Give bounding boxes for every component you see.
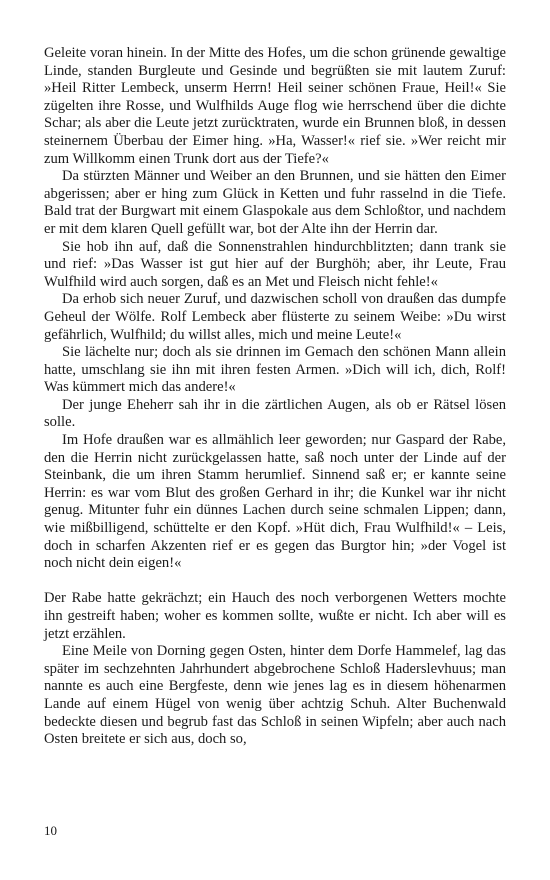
paragraph: Sie hob ihn auf, daß die Sonnenstrahlen hindurchblitzten; dann trank sie und rief: »Das Wasser ist gut hier auf der Burghöh; aber, ihr Leute, Frau Wulfhild wird auch sorgen, daß es an Met und Fleisch nicht fehle!« xyxy=(44,238,506,290)
body-text xyxy=(44,45,506,749)
paragraph: Da stürzten Männer und Weiber an den Brunnen, und sie hätten den Eimer abgerissen; aber er hing zum Glück in Ketten und fuhr rasselnd in die Tiefe. Bald trat der Burgwart mit einem Glaspokale aus dem Schloßtor, und nachdem er mit dem klaren Quell gefüllt war, bot der Alte ihn der Herrin dar. xyxy=(44,168,506,237)
page-number: 10 xyxy=(44,823,57,838)
paragraph: Eine Meile von Dorning gegen Osten, hinter dem Dorfe Hammelef, lag das später im sechzehnten Jahrhundert abgebrochene Schloß Haderslevhuus; man nannte es auch eine Bergfeste, denn wie jenes lag es in diesem höhenarmen Lande auf einem Hügel von wenig über achtzig Schuh. Alter Buchenwald bedeckte diesen und begrub fast das Schloß in seinen Wipfeln; aber auch nach Osten breitete er sich aus, doch so, xyxy=(44,643,506,748)
paragraph: Da erhob sich neuer Zuruf, und dazwischen scholl von draußen das dumpfe Geheul der Wölfe. Rolf Lembeck aber flüsterte zu seinem Weibe: »Du wirst gefährlich, Wulfhild; du willst alles, mich und meine Leute!« xyxy=(44,291,506,343)
paragraph: Geleite voran hinein. In der Mitte des Hofes, um die schon grünende gewaltige Linde, standen Burgleute und Gesinde und begrüßten sie mit lautem Zuruf: »Heil Ritter Lembeck, unserm Herrn! Heil seiner schönen Fraue, Heil!« Sie zügelten ihre Rosse, und Wulfhilds Auge flog wie herrschend über die dichte Schar; als aber die Leute jetzt zurücktraten, wurde ein Brunnen bloß, in dessen steinernem Überbau der Eimer hing. »Ha, Wasser!« rief sie. »Wer reicht mir zum Willkomm einen Trunk dort aus der Tiefe?« xyxy=(44,45,506,167)
paragraph: Im Hofe draußen war es allmählich leer geworden; nur Gaspard der Rabe, den die Herrin nicht zurückgelassen hatte, saß noch unter der Linde auf der Steinbank, die um ihren Stamm herumlief. Sinnend saß er; er kannte seine Herrin: es war vom Blut des großen Gerhard in ihr; die Kunkel war ihr nicht genug. Mitunter fuhr ein dünnes Lachen durch seine schmalen Lippen; dann, wie mißbilligend, schüttelte er den Kopf. »Hüt dich, Frau Wulfhild!« – Leis, doch in scharfen Akzenten rief er es gegen das Burgtor hin; »der Vogel ist noch nicht dein eigen!« xyxy=(44,432,506,572)
paragraph: Der junge Eheherr sah ihr in die zärtlichen Augen, als ob er Rätsel lösen solle. xyxy=(44,396,506,431)
paragraph: Sie lächelte nur; doch als sie drinnen im Gemach den schönen Mann allein hatte, umschlang sie ihn mit ihren festen Armen. »Dich will ich, dich, Rolf! Was kümmert mich das andere!« xyxy=(44,344,506,396)
paragraph-section-start: Der Rabe hatte gekrächzt; ein Hauch des noch verborgenen Wetters mochte ihn gestreift haben; woher es kommen sollte, wußte er nicht. Ich aber will es jetzt erzählen. xyxy=(44,590,506,642)
